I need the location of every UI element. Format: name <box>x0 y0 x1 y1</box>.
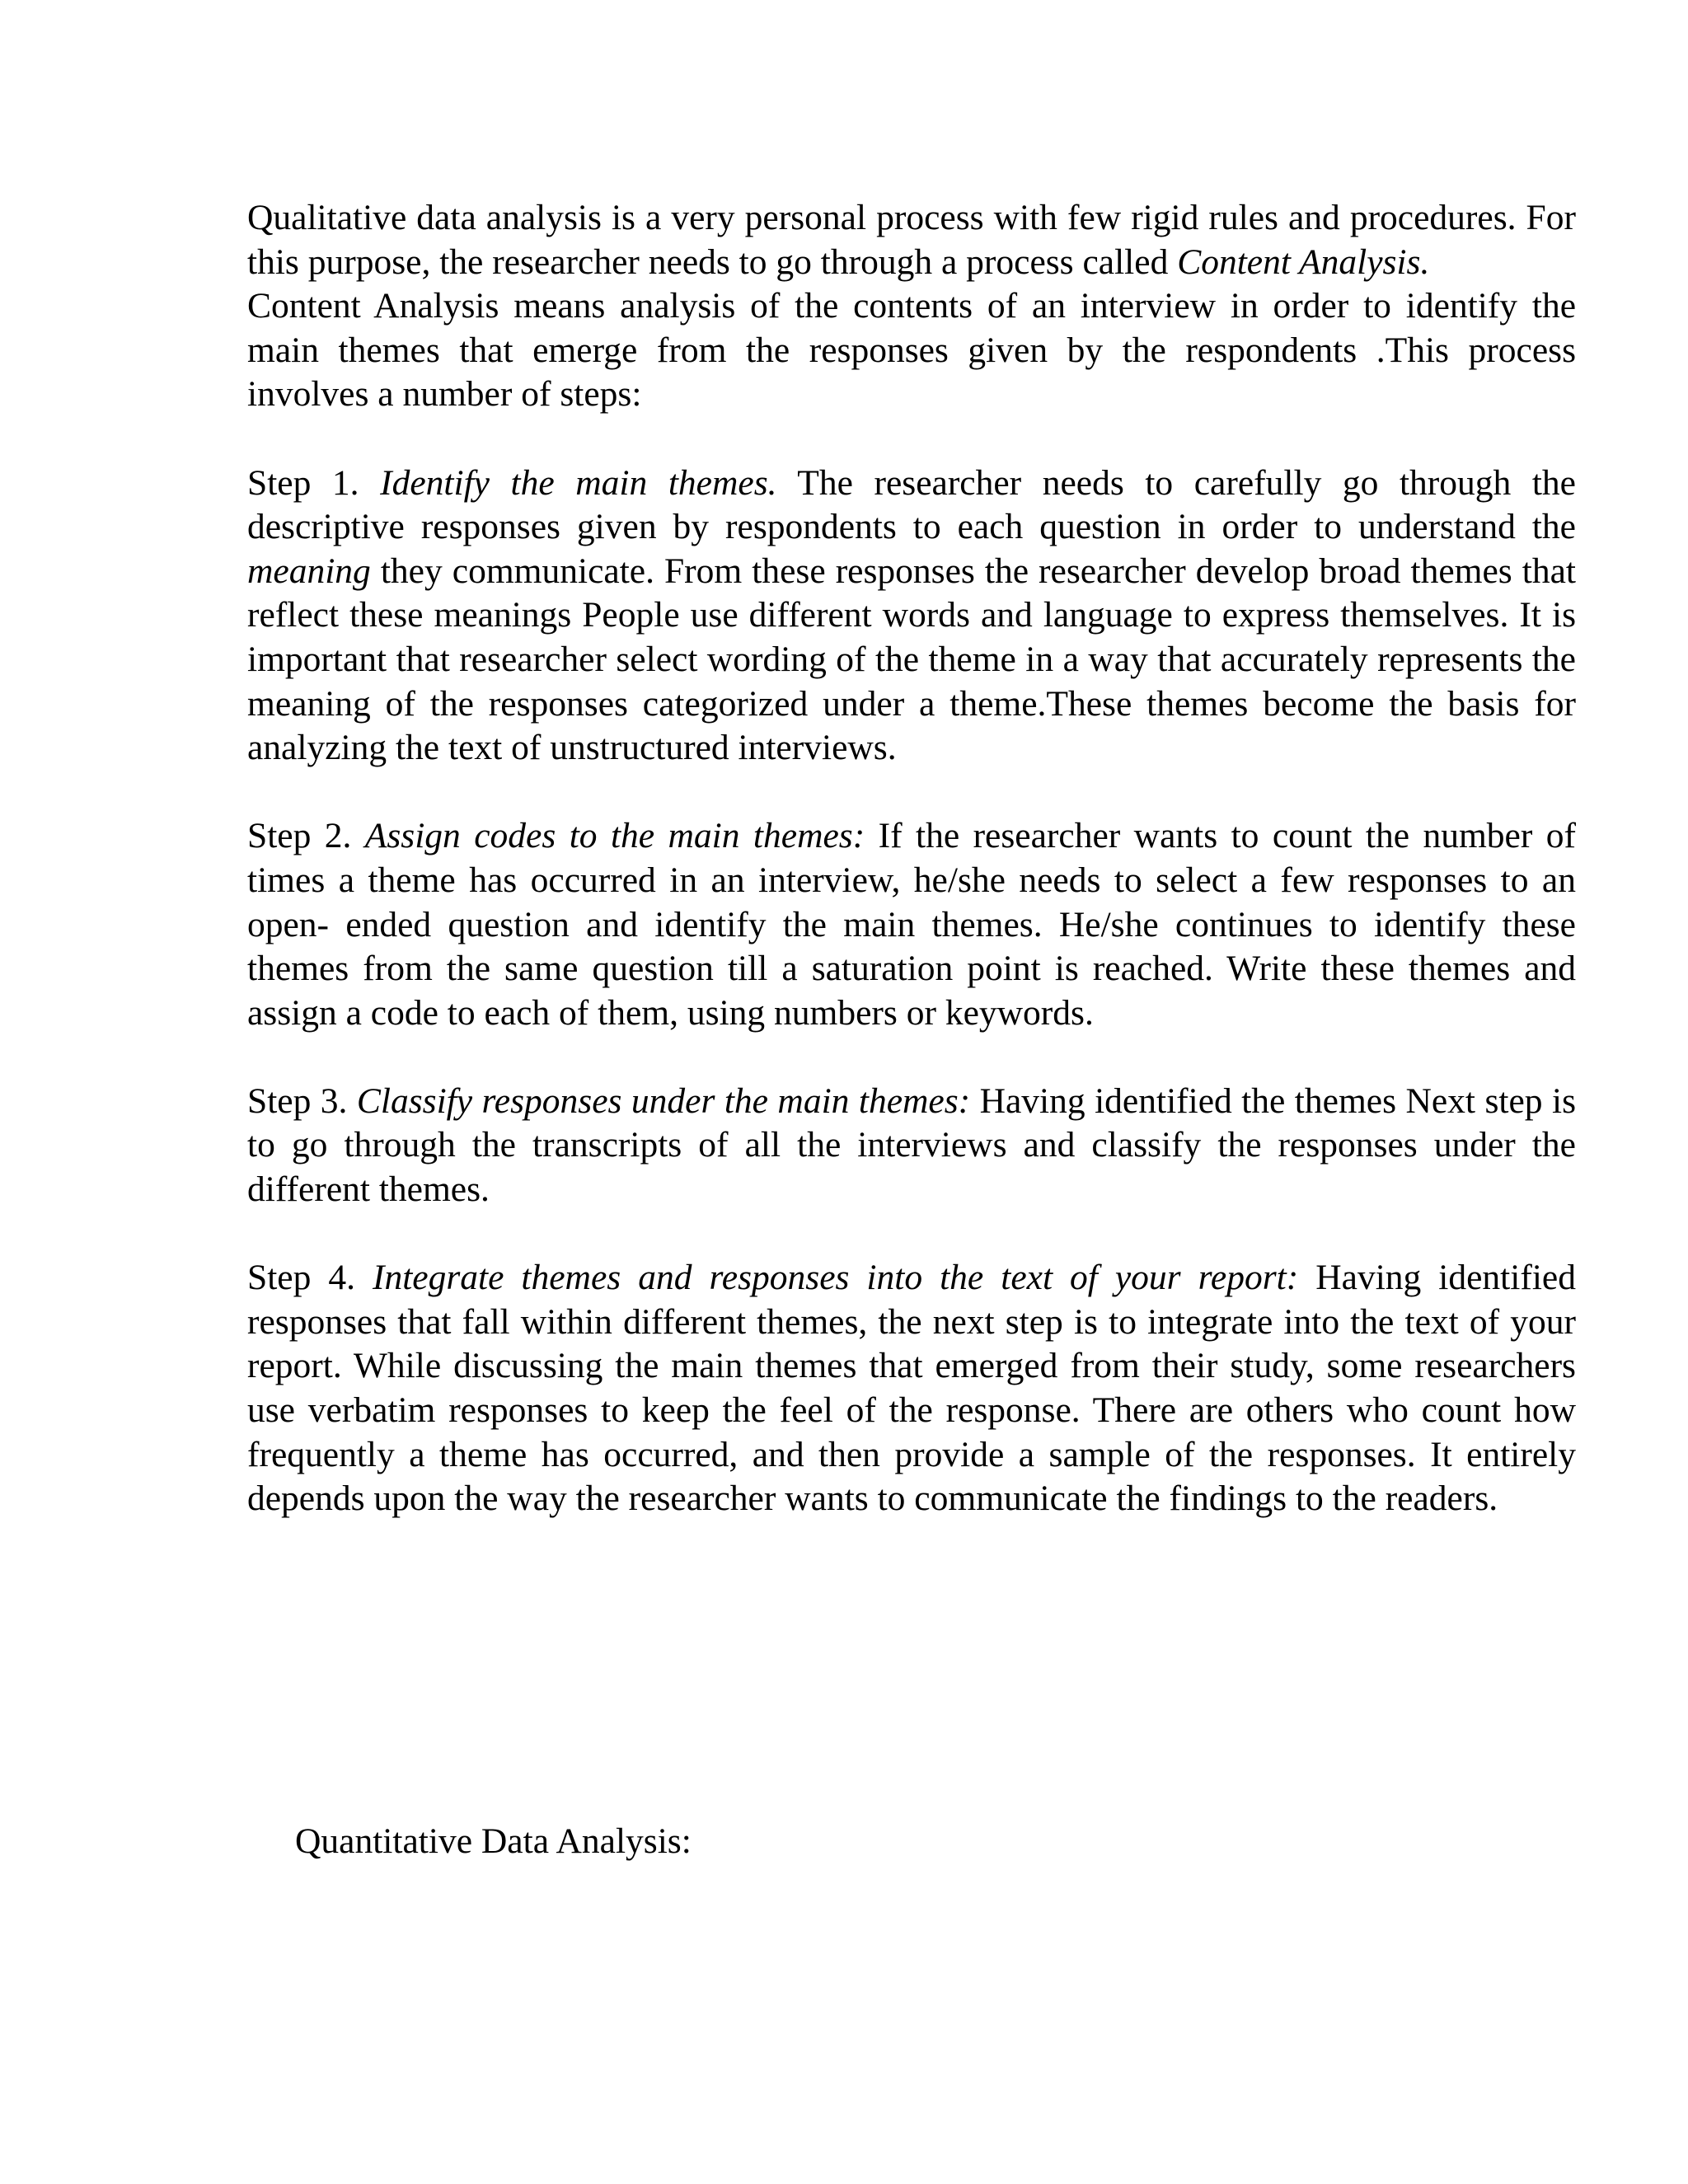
step-2-title: Assign codes to the main themes: <box>364 816 865 856</box>
intro-paragraph <box>247 196 1576 284</box>
step-4-body: Having identified responses that fall within different themes, the next step is to integrate into the text of your report. While discussing the main themes that emerged from their study, some researchers use verbatim responses to keep the feel of the response. There are others who count how frequently a theme has occurred, and then provide a sample of the responses. It entirely depends upon the way the researcher wants to communicate the findings to the readers. <box>247 1258 1576 1519</box>
paragraph-gap <box>247 1212 1576 1257</box>
step-1-body-italic: meaning <box>247 551 371 591</box>
step-4-title: Integrate themes and responses into the text of your report: <box>372 1258 1299 1298</box>
step-4-paragraph <box>247 1256 1576 1521</box>
step-1-title: Identify the main themes. <box>380 462 777 503</box>
step-1-body-a: The researcher needs to carefully go through the descriptive responses given by respondents to each question in order to understand the <box>247 462 1576 547</box>
step-3-paragraph <box>247 1080 1576 1212</box>
step-3-title: Classify responses under the main themes: <box>356 1080 971 1121</box>
definition-paragraph: Content Analysis means analysis of the contents of an interview in order to identify the main themes that emerge from the responses given by the respondents .This process involves a number of steps: <box>247 286 1576 415</box>
document-body <box>247 196 1576 1521</box>
paragraph-gap <box>247 417 1576 462</box>
paragraph-gap <box>247 1035 1576 1080</box>
step-2-paragraph <box>247 814 1576 1035</box>
intro-text: Qualitative data analysis is a very personal process with few rigid rules and procedures. For this purpose, the researcher needs to go through a process called <box>247 198 1576 282</box>
step-1-paragraph <box>247 462 1576 771</box>
step-1-label: Step 1. <box>247 462 381 503</box>
step-4-label: Step 4. <box>247 1258 373 1298</box>
paragraph-gap <box>247 771 1576 815</box>
step-3-body: Having identified the themes Next step is to go through the transcripts of all the interviews and classify the responses under the different themes. <box>247 1080 1576 1210</box>
intro-italic-term: Content Analysis. <box>1177 241 1430 282</box>
section-heading: Quantitative Data Analysis: <box>295 1821 692 1861</box>
step-1-body-b: they communicate. From these responses the researcher develop broad themes that reflect these meanings People use different words and language to express themselves. It is important that researcher select wording of the theme in a way that accurately represents the meaning of the responses categorized under a theme.These themes become the basis for analyzing the text of unstructured interviews. <box>247 551 1576 768</box>
step-2-label: Step 2. <box>247 816 365 856</box>
step-2-body: If the researcher wants to count the number of times a theme has occurred in an interview, he/she needs to select a few responses to an open- ended question and identify the main themes. He/she continues to identify these themes from the same question till a saturation point is reached. Write these themes and assign a code to each of them, using numbers or keywords. <box>247 816 1576 1033</box>
step-3-label: Step 3. <box>247 1080 357 1121</box>
